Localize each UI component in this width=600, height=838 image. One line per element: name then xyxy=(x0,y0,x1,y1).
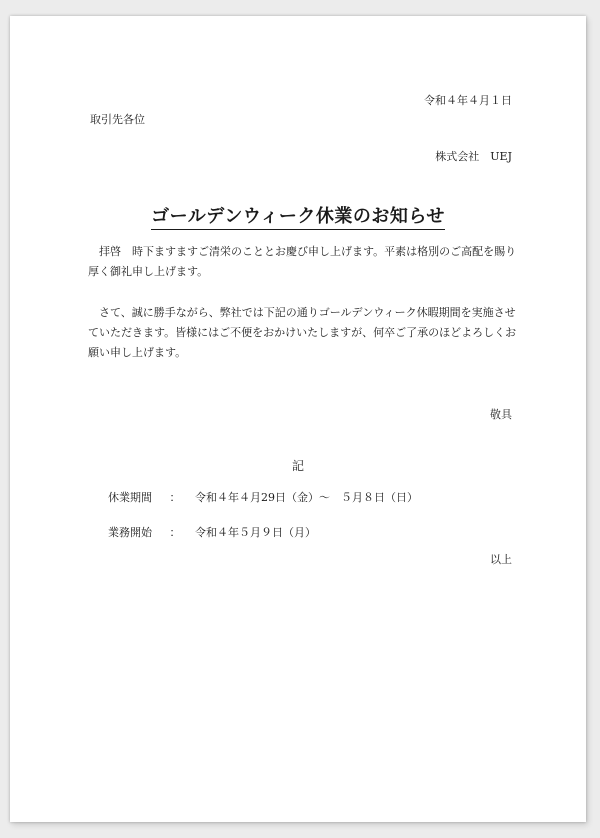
ki-heading: 記 xyxy=(291,459,304,473)
recipient: 取引先各位 xyxy=(90,113,145,126)
closing-keigu: 敬具 xyxy=(490,408,512,421)
document-title-text: ゴールデンウィーク休業のお知らせ xyxy=(151,206,445,230)
business-start-value: 令和４年５月９日（月） xyxy=(195,526,316,539)
business-start-separator: ： xyxy=(169,526,181,539)
notice-paragraph: さて、誠に勝手ながら、弊社では下記の通りゴールデンウィーク休暇期間を実施させていただきます。皆様にはご不便をおかけいたしますが、何卒ご了承のほどよろしくお願い申し上げます。 xyxy=(88,306,517,359)
closure-period-value: 令和４年４月29日（金）～ ５月８日（日） xyxy=(195,491,418,504)
document-page xyxy=(10,16,586,822)
end-ijou: 以上 xyxy=(490,553,512,566)
business-start-row xyxy=(108,526,316,540)
sender: 株式会社 UEJ xyxy=(435,150,512,163)
document-date: 令和４年４月１日 xyxy=(424,94,512,107)
closure-period-label: 休業期間 xyxy=(108,491,152,504)
closure-period-separator: ： xyxy=(169,491,181,504)
closure-period-row xyxy=(108,491,418,505)
document-title xyxy=(10,192,586,230)
greeting-paragraph: 拝啓 時下ますますご清栄のこととお慶び申し上げます。平素は格別のご高配を賜り厚く御礼申し上げます。 xyxy=(88,245,517,278)
business-start-label: 業務開始 xyxy=(108,526,152,539)
